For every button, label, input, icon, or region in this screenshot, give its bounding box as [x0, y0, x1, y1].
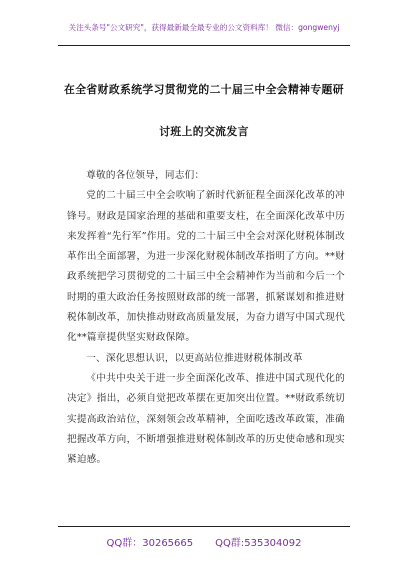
footer-qq-group-1: QQ群：30265665	[106, 538, 194, 549]
footer-qq-group-2: QQ群:535304092	[215, 538, 302, 549]
document-title-line-1: 在全省财政系统学习贯彻党的二十届三中全会精神专题研	[64, 83, 344, 96]
paragraph-section-1: 《中共中央关于进一步全面深化改革、推进中国式现代化的决定》指出，必须自觉把改革摆在更加突出位置。**财政系统切实提高政治站位，深刻领会改革精神，全面吃透改革政策，准确把握改革方向，不断增强推进财税体制改革的历史使命感和现实紧迫感。	[67, 372, 345, 466]
page-footer	[0, 534, 408, 549]
salutation: 尊敬的各位领导，同志们：	[86, 170, 205, 181]
footer-divider	[58, 526, 350, 527]
page-header-promo: 关注头条号"公文研究"，获得最新最全最专业的公文资料库！ 微信：gongwenyj	[68, 23, 340, 32]
section-heading-1: 一、深化思想认识，以更高站位推进财税体制改革	[86, 352, 303, 364]
document-title-line-2: 讨班上的交流发言	[159, 125, 249, 138]
paragraph-intro: 党的二十届三中全会吹响了新时代新征程全面深化改革的冲锋号。财政是国家治理的基础和重要支柱，在全面深化改革中历来发挥着“先行军”作用。党的二十届三中全会对深化财税体制改革作出全面部署，为进一步深化财税体制改革指明了方向。**财政系统把学习贯彻党的二十届三中全会精神作为当前和今后一个时期的重大政治任务按照财政部的统一部署，抓紧谋划和推进财税体制改革，加快推动财政高质量发展，为奋力谱写中国式现代化**篇章提供坚实财政保障。	[67, 190, 345, 344]
header-divider	[58, 45, 350, 46]
document-body	[67, 166, 345, 470]
